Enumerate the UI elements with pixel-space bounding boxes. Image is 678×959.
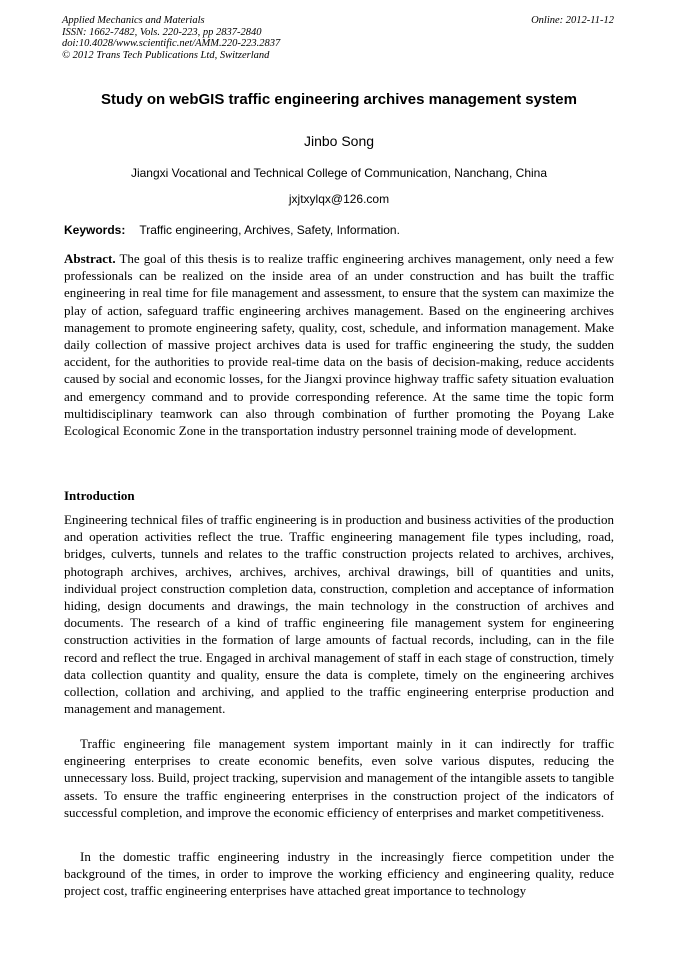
author-name: Jinbo Song <box>303 133 375 149</box>
abstract-label: Abstract. <box>64 251 116 266</box>
author-email: jxjtxylqx@126.com <box>288 192 390 206</box>
paper-title: Study on webGIS traffic engineering archives management system <box>101 91 577 108</box>
online-date: Online: 2012-11-12 <box>531 15 614 26</box>
intro-paragraph-2: Traffic engineering file management system important mainly in it can indirectly for traffic engineering enterprises to create economic benefits, even solve various disputes, reducing the unnecessary loss. Build, project tracking, supervision and management of the intangible assets to tangible assets. To ensure the traffic engineering enterprises in the construction project of the indicators of successful completion, and improve the economic efficiency of enterprises and market competitiveness. <box>64 736 614 820</box>
keywords-text: Traffic engineering, Archives, Safety, Information. <box>139 223 400 237</box>
section-heading-introduction: Introduction <box>64 488 135 503</box>
doi-line: doi:10.4028/www.scientific.net/AMM.220-223.2837 <box>62 38 281 49</box>
journal-header <box>62 15 280 61</box>
intro-paragraph-3: In the domestic traffic engineering industry in the increasingly fierce competition under the background of the times, in order to improve the working efficiency and engineering quality, reduce project cost, traffic engineering enterprises have attached great importance to technology <box>64 849 614 899</box>
author-affiliation: Jiangxi Vocational and Technical College of Communication, Nanchang, China <box>130 166 548 180</box>
journal-name: Applied Mechanics and Materials <box>62 15 205 26</box>
intro-paragraph-1: Engineering technical files of traffic engineering is in production and business activities of the production and operation activities reflect the true. Traffic engineering management file types including, road, bridges, culverts, tunnels and relates to the traffic construction projects related to archives, archives, photograph archives, archives, archives, archives, archival drawings, bill of quantities and units, individual project construction completion data, construction, completion and acceptance of information hiding, design documents and drawings, the main technology in the construction of archives and documents. The research of a kind of traffic engineering file management system for engineering construction activities in the formation of large amounts of factual records, including, can in the file record and reflect the true. Engaged in archival management of staff in each stage of construction, timely data collection quantity and quality, ensure the data is complete, timely on the engineering archives collection, collation and archiving, and applied to the traffic engineering enterprise production and management and management. <box>64 512 614 717</box>
copyright-line: © 2012 Trans Tech Publications Ltd, Switzerland <box>62 49 270 61</box>
keywords-label: Keywords: <box>64 223 126 237</box>
keywords <box>64 223 400 237</box>
abstract <box>64 250 614 439</box>
abstract-text: The goal of this thesis is to realize traffic engineering archives management, only need a few professionals can be realized on the inside area of an under construction and has built the traffic engineering in real time for file management and assessment, to ensure that the system can maximize the play of action, safeguard traffic engineering archives management. Based on the engineering archives management to promote engineering safety, quality, cost, schedule, and information management. Make daily collection of massive project archives data is used for traffic engineering the study, the sudden accident, for the authorities to provide real-time data on the basis of decision-making, reduce accidents caused by social and economic losses, for the Jiangxi province highway traffic safety situation evaluation and emergency command and to provide corresponding reference. At the same time the topic form multidisciplinary teamwork can also through combination of further promoting the Poyang Lake Ecological Economic Zone in the transportation industry personnel training mode of development. <box>64 251 615 439</box>
issn-line: ISSN: 1662-7482, Vols. 220-223, pp 2837-2840 <box>62 26 262 38</box>
